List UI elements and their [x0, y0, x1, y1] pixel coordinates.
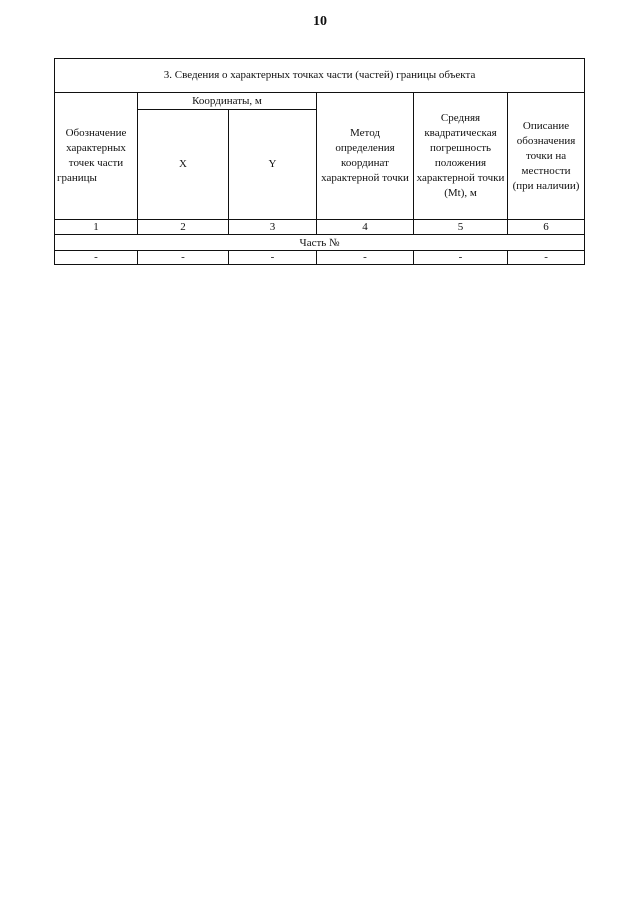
header-designation: Обозначение характерных точек части границы [55, 93, 138, 220]
boundary-points-table [54, 58, 585, 265]
table-cell: - [138, 251, 229, 265]
header-error: Средняя квадратическая погрешность положения характерной точки (Mt), м [414, 93, 508, 220]
table-cell: - [414, 251, 508, 265]
header-coordinates: Координаты, м [138, 93, 317, 110]
header-description: Описание обозначения точки на местности (при наличии) [508, 93, 585, 220]
table-cell: - [55, 251, 138, 265]
column-number-6: 6 [508, 220, 585, 235]
header-method: Метод определения координат характерной точки [317, 93, 414, 220]
part-label: Часть № [55, 235, 585, 251]
column-number-3: 3 [229, 220, 317, 235]
table-cell: - [508, 251, 585, 265]
table-cell: - [229, 251, 317, 265]
table-cell: - [317, 251, 414, 265]
column-number-5: 5 [414, 220, 508, 235]
header-y: Y [229, 110, 317, 220]
page-number: 10 [313, 14, 327, 29]
column-number-2: 2 [138, 220, 229, 235]
column-number-4: 4 [317, 220, 414, 235]
section-title: 3. Сведения о характерных точках части (частей) границы объекта [55, 59, 585, 93]
header-x: X [138, 110, 229, 220]
column-number-1: 1 [55, 220, 138, 235]
